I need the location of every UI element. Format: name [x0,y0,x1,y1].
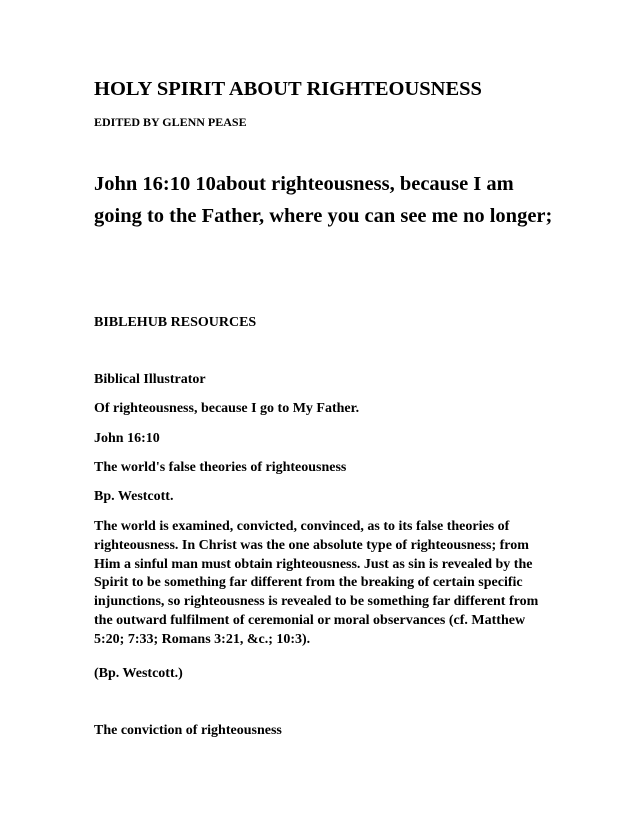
text-quote: Of righteousness, because I go to My Father. [94,401,360,416]
document-editor: EDITED BY GLENN PEASE [94,115,247,129]
document-title: HOLY SPIRIT ABOUT RIGHTEOUSNESS [94,78,482,100]
attribution: (Bp. Westcott.) [94,666,183,681]
body-paragraph: The world is examined, convicted, convinced, as to its false theories of righteousness. In Christ was the one absolute type of righteousness; from Him a sinful man must obtain righteousness. Just as sin is revealed by the Spirit to be something far different from the breaking of certain specific injunctions, so righteousness is revealed to be something far different from the outward fulfilment of ceremonial or moral observances (cf. Matthew 5:20; 7:33; Romans 3:21, &c.; 10:3). [94,519,539,647]
source-title: Biblical Illustrator [94,372,206,387]
subheading: The conviction of righteousness [94,723,282,738]
article-title: The world's false theories of righteousness [94,460,347,475]
section-heading: BIBLEHUB RESOURCES [94,315,257,330]
verse-reference: John 16:10 [94,431,160,446]
verse-heading: John 16:10 10about righteousness, because I am going to the Father, where you can see me no longer; [94,173,553,227]
article-author: Bp. Westcott. [94,489,174,504]
